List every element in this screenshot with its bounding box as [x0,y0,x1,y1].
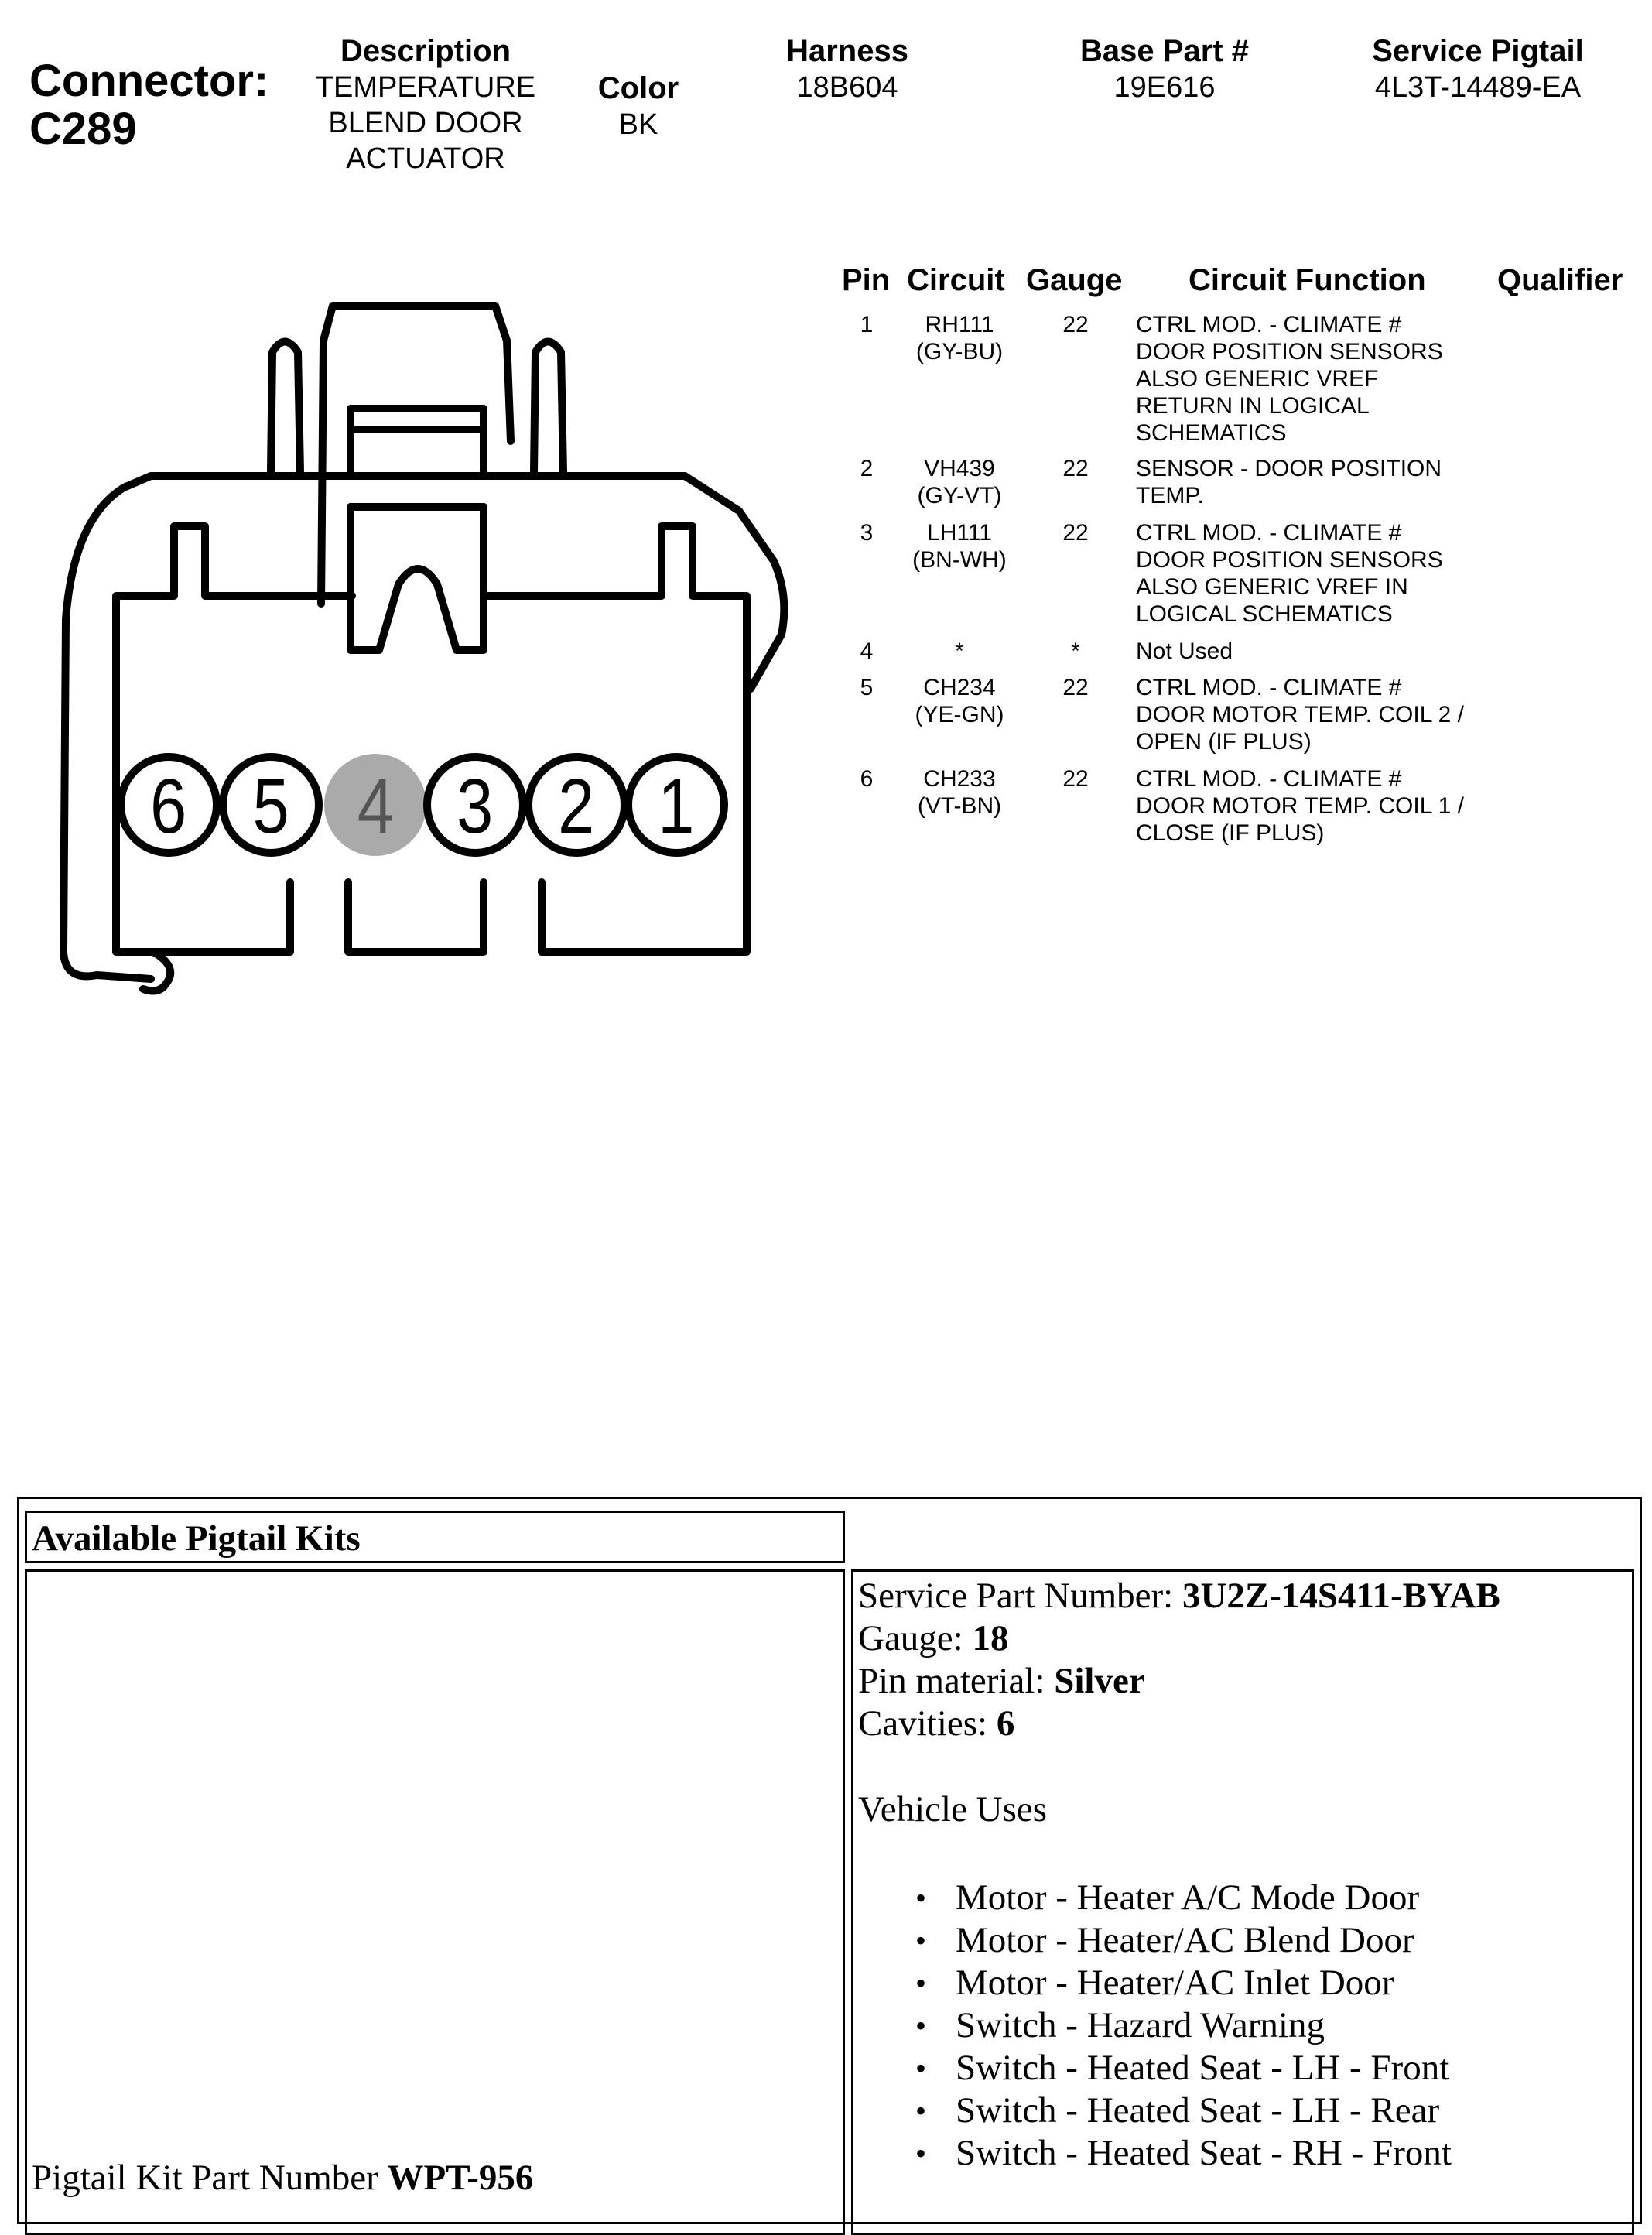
cell-pin: 2 [860,456,874,481]
cell-gauge: * [1071,638,1080,664]
cell-function: CTRL MOD. - CLIMATE # DOOR POSITION SENSORS ALSO GENERIC VREF IN LOGICAL SCHEMATICS [1136,520,1443,627]
description-line: ACTUATOR [346,142,505,175]
cell-circuit: * [955,638,964,664]
pigtail-title-cell [25,1511,845,1563]
gauge-line [858,1617,1008,1660]
th-circuit-function: Circuit Function [1189,263,1426,297]
cell-circuit: RH111 (GY-BU) [915,312,1004,365]
pin-material-value: Silver [1054,1661,1145,1701]
base-part-label: Base Part # [1080,34,1249,68]
cell-circuit: LH111 (BN-WH) [912,520,1007,573]
description-line: TEMPERATURE [315,71,536,104]
description-label: Description [340,34,511,68]
cell-function: SENSOR - DOOR POSITION TEMP. [1136,456,1442,508]
cell-gauge: 22 [1062,312,1089,337]
cavities-line [858,1703,1014,1745]
harness-label: Harness [786,34,908,68]
gauge-value: 18 [972,1618,1009,1658]
cell-pin: 6 [860,766,874,792]
th-gauge: Gauge [1026,263,1123,297]
color-value: BK [618,108,658,141]
cell-circuit: CH233 (VT-BN) [917,766,1002,819]
service-pigtail-label: Service Pigtail [1372,34,1584,68]
service-part-value: 3U2Z-14S411-BYAB [1182,1576,1500,1616]
connector-diagram [0,286,812,1014]
base-part-value: 19E616 [1113,71,1216,104]
harness-block [743,33,952,105]
pin-label: 3 [457,762,494,850]
cell-circuit: CH234 (YE-GN) [915,675,1004,727]
connector-id: C289 [29,104,137,154]
kit-label: Pigtail Kit Part Number [32,2158,388,2198]
pigtail-title: Available Pigtail Kits [32,1518,361,1559]
list-item: • Motor - Heater/AC Inlet Door [915,1962,1452,2004]
list-item: • Motor - Heater/AC Blend Door [915,1919,1452,1962]
pin-label: 1 [658,762,695,850]
color-block [573,70,704,142]
th-qualifier: Qualifier [1497,263,1623,297]
pin-label: 5 [252,762,289,850]
cell-gauge: 22 [1062,675,1089,700]
service-pigtail-block [1331,33,1625,105]
service-part-number [858,1575,1500,1617]
th-circuit: Circuit [907,263,1005,297]
cell-gauge: 22 [1062,456,1089,481]
connector-label: Connector: [29,56,269,106]
cell-pin: 5 [860,675,874,700]
description-line: BLEND DOOR [328,107,523,139]
vehicle-uses-list [915,1877,1452,2175]
gauge-label: Gauge: [858,1618,973,1658]
cavities-value: 6 [996,1703,1015,1744]
cell-function: CTRL MOD. - CLIMATE # DOOR MOTOR TEMP. COIL 1 / CLOSE (IF PLUS) [1136,766,1464,846]
pin-material-line [858,1660,1145,1703]
cell-function: Not Used [1136,638,1233,664]
list-item: • Switch - Heated Seat - RH - Front [915,2132,1452,2175]
vehicle-uses-label: Vehicle Uses [858,1789,1048,1829]
cell-circuit: VH439 (GY-VT) [917,456,1002,508]
cell-pin: 1 [860,312,874,337]
list-item: • Motor - Heater A/C Mode Door [915,1877,1452,1919]
harness-value: 18B604 [796,71,898,104]
cell-gauge: 22 [1062,766,1089,792]
pin-label: 6 [149,762,187,850]
pin-material-label: Pin material: [858,1661,1055,1701]
service-pigtail-value: 4L3T-14489-EA [1374,71,1582,104]
cell-pin: 3 [860,520,874,546]
kit-value: WPT-956 [387,2158,534,2198]
cell-pin: 4 [860,638,874,664]
cell-gauge: 22 [1062,520,1089,546]
list-item: • Switch - Heated Seat - LH - Rear [915,2090,1452,2132]
list-item: • Switch - Hazard Warning [915,2004,1452,2047]
pigtail-kit-part-number [32,2157,533,2199]
list-item: • Switch - Heated Seat - LH - Front [915,2047,1452,2090]
description-block [294,33,557,176]
cavities-label: Cavities: [858,1703,997,1744]
th-pin: Pin [842,263,891,297]
cell-function: CTRL MOD. - CLIMATE # DOOR POSITION SENSORS ALSO GENERIC VREF RETURN IN LOGICAL SCHEMATICS [1136,312,1443,446]
pin-label: 4 [357,762,394,850]
service-part-label: Service Part Number: [858,1576,1182,1616]
pigtail-details-cell [851,1569,1634,2235]
base-part-block [1037,33,1292,105]
color-label: Color [597,71,679,105]
pigtail-kit-cell [25,1569,845,2235]
pin-label: 2 [557,762,595,850]
cell-function: CTRL MOD. - CLIMATE # DOOR MOTOR TEMP. COIL 2 / OPEN (IF PLUS) [1136,675,1464,755]
